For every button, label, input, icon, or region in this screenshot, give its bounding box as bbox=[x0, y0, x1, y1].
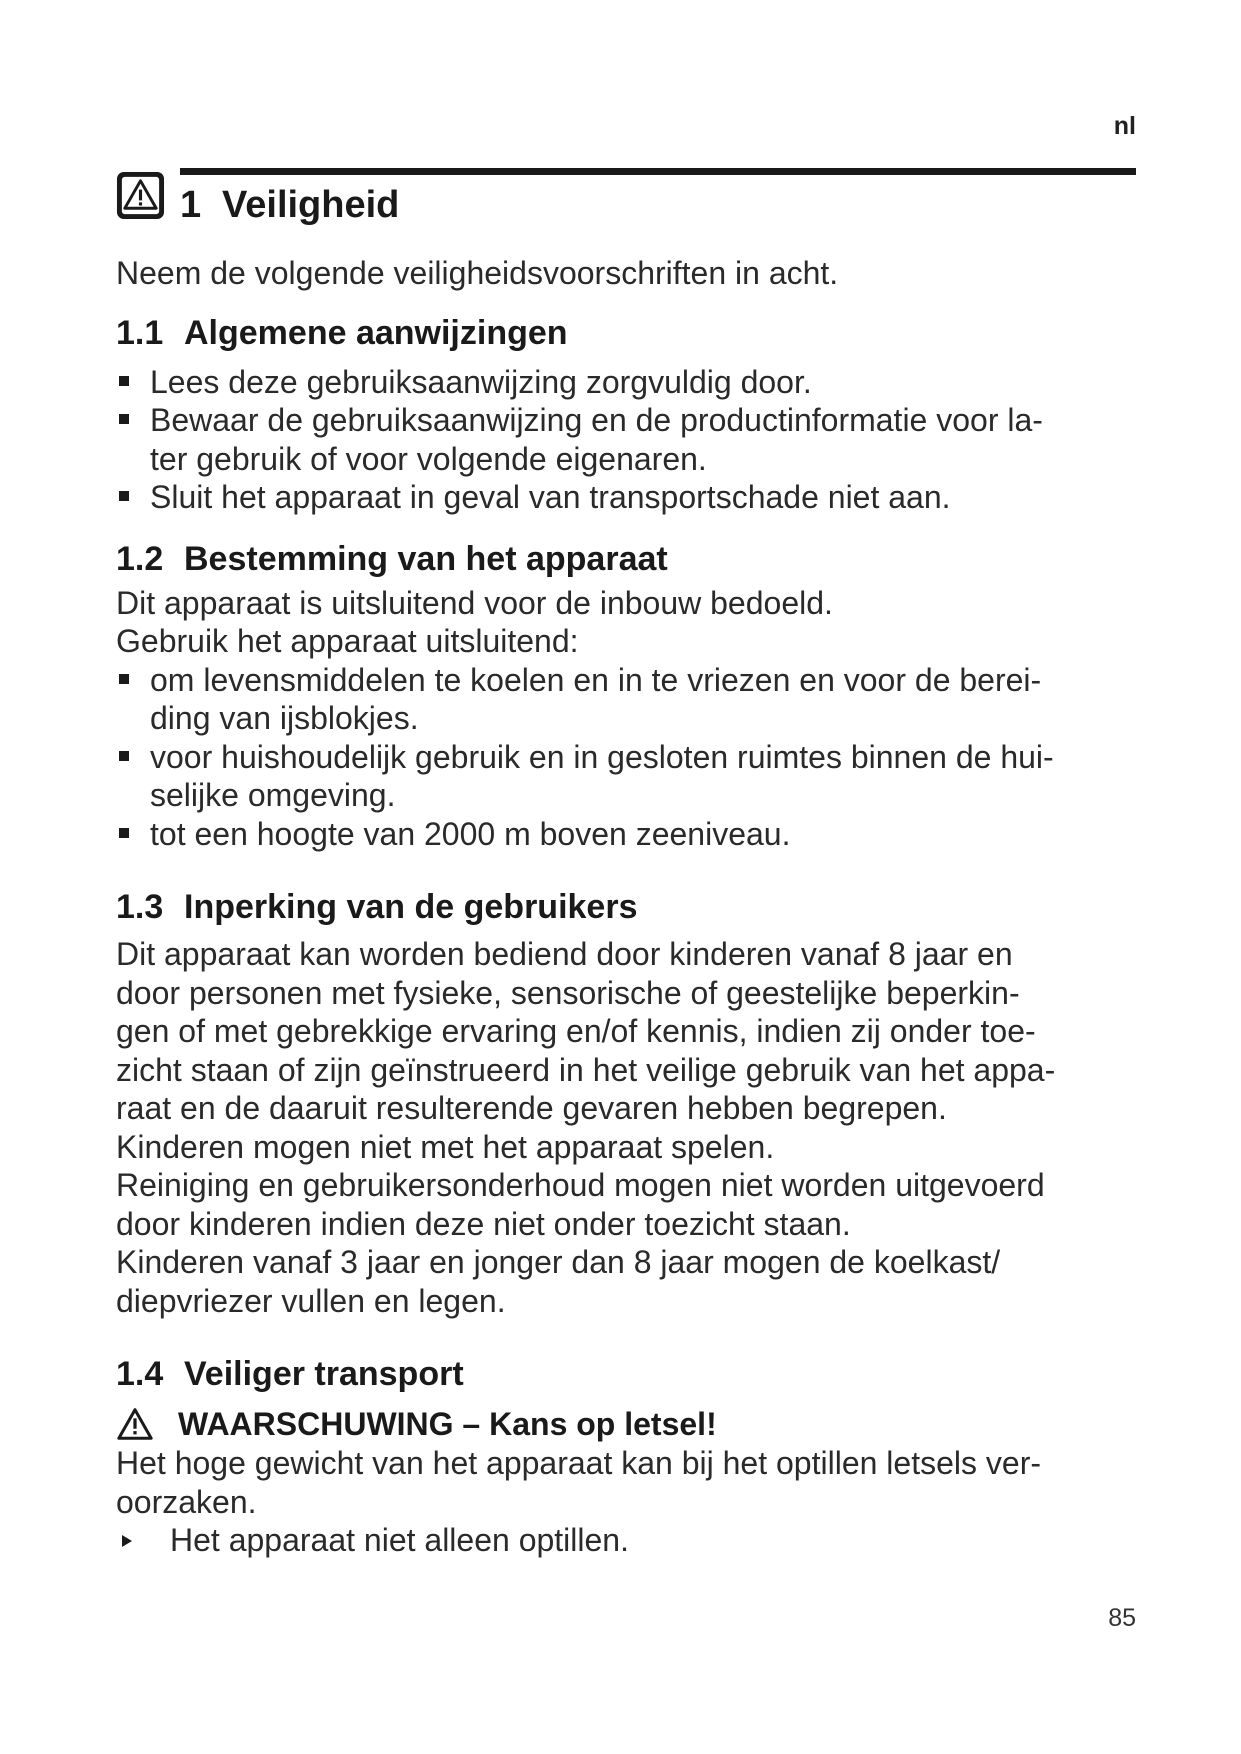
square-bullet-icon bbox=[119, 751, 129, 761]
list-item-text: voor huishoudelijk gebruik en in gesloten ruimtes binnen de hui- selijke omgeving. bbox=[150, 738, 1054, 813]
bullet-list bbox=[116, 363, 1146, 517]
square-bullet-icon bbox=[119, 674, 129, 684]
paragraph: Dit apparaat is uitsluitend voor de inbouw bedoeld. bbox=[116, 584, 833, 621]
paragraph: Reiniging en gebruikersonderhoud mogen niet worden uitgevoerd door kinderen indien deze niet onder toezicht staan. bbox=[116, 1167, 1045, 1242]
list-item bbox=[116, 363, 1146, 402]
section-title: Veiliger transport bbox=[184, 1355, 464, 1393]
warning-heading-text: WAARSCHUWING – Kans op letsel! bbox=[178, 1406, 717, 1442]
list-item-text: om levensmiddelen te koelen en in te vriezen en voor de berei- ding van ijsblokjes. bbox=[150, 661, 1042, 736]
section-heading bbox=[116, 539, 1146, 579]
paragraph: Gebruik het apparaat uitsluitend: bbox=[116, 623, 579, 659]
square-bullet-icon bbox=[119, 414, 129, 424]
list-item bbox=[116, 738, 1146, 815]
square-bullet-icon bbox=[119, 828, 129, 838]
section-number: 1.3 bbox=[116, 888, 164, 926]
section-number: 1.1 bbox=[116, 313, 164, 352]
section-title: Algemene aanwijzingen bbox=[184, 313, 568, 352]
warning-heading bbox=[116, 1404, 1146, 1444]
chapter-title bbox=[180, 184, 399, 227]
language-code: nl bbox=[1113, 112, 1136, 140]
section-title: Inperking van de gebruikers bbox=[184, 888, 638, 926]
warning-triangle-icon bbox=[116, 1406, 154, 1442]
bullet-list bbox=[116, 661, 1146, 854]
chapter-rule bbox=[180, 168, 1136, 175]
page-number: 85 bbox=[1108, 1604, 1136, 1632]
chapter-number: 1 bbox=[180, 184, 202, 226]
square-bullet-icon bbox=[119, 376, 129, 386]
list-item-text: Sluit het apparaat in geval van transportschade niet aan. bbox=[150, 479, 951, 515]
intro-text: Neem de volgende veiligheidsvoorschriften in acht. bbox=[116, 255, 839, 291]
chapter-title-text: Veiligheid bbox=[222, 184, 400, 226]
action-step-text: Het apparaat niet alleen optillen. bbox=[170, 1522, 629, 1558]
paragraph: Kinderen vanaf 3 jaar en jonger dan 8 jaar mogen de koelkast/ diepvriezer vullen en legen. bbox=[116, 1244, 1001, 1319]
section-heading bbox=[116, 1354, 1146, 1394]
list-item bbox=[116, 478, 1146, 517]
list-item-text: Bewaar de gebruiksaanwijzing en de productinformatie voor la- ter gebruik of voor volgende eigenaren. bbox=[150, 402, 1043, 477]
section-number: 1.2 bbox=[116, 539, 164, 578]
paragraph: Dit apparaat kan worden bediend door kinderen vanaf 8 jaar en door personen met fysieke, sensorische of geestelijke beperkin- gen of met gebrekkige ervaring en/of kennis, indien zij onder toe- zicht staan of zijn geïnstrueerd in het veilige gebruik van het appa- raat en de daaruit resulterende gevaren hebben begrepen. bbox=[116, 936, 1056, 1126]
section-heading bbox=[116, 887, 1146, 927]
list-item-text: tot een hoogte van 2000 m boven zeeniveau. bbox=[150, 815, 791, 852]
warning-triangle-boxed-icon bbox=[116, 171, 165, 220]
arrow-bullet-icon bbox=[122, 1535, 132, 1547]
list-item-text: Lees deze gebruiksaanwijzing zorgvuldig door. bbox=[150, 363, 812, 400]
section-heading bbox=[116, 313, 1146, 353]
list-item bbox=[116, 401, 1146, 478]
square-bullet-icon bbox=[119, 491, 129, 501]
list-item bbox=[116, 661, 1146, 738]
action-step bbox=[116, 1521, 1146, 1560]
warning-text: Het hoge gewicht van het apparaat kan bij het optillen letsels ver- oorzaken. bbox=[116, 1445, 1041, 1520]
page-content bbox=[116, 254, 1146, 1560]
section-title: Bestemming van het apparaat bbox=[184, 539, 668, 578]
list-item bbox=[116, 815, 1146, 854]
paragraph: Kinderen mogen niet met het apparaat spelen. bbox=[116, 1128, 775, 1165]
section-number: 1.4 bbox=[116, 1355, 164, 1393]
